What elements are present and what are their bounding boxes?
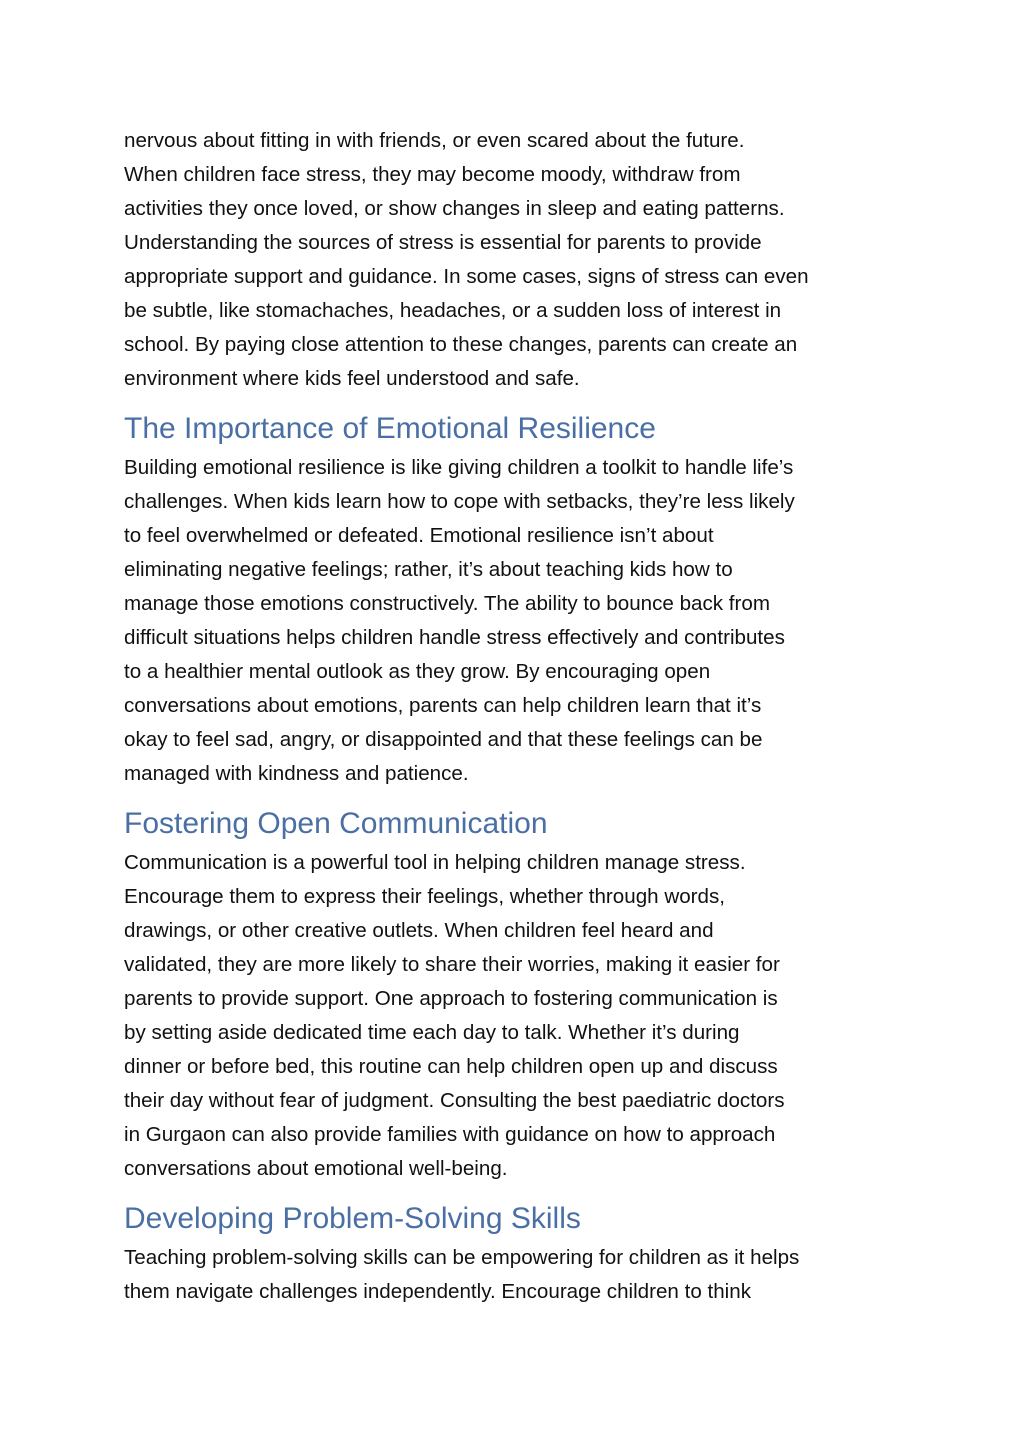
text-line: Teaching problem-solving skills can be empowering for children as it helps xyxy=(124,1246,800,1269)
text-line: conversations about emotions, parents can help children learn that it’s xyxy=(124,694,762,717)
text-line: manage those emotions constructively. The ability to bounce back from xyxy=(124,592,770,615)
document-body xyxy=(124,124,914,1309)
text-line: managed with kindness and patience. xyxy=(124,762,469,785)
text-line: Encourage them to express their feelings, whether through words, xyxy=(124,885,725,908)
intro-paragraph xyxy=(124,124,914,396)
text-line: Communication is a powerful tool in helping children manage stress. xyxy=(124,851,746,874)
text-line: conversations about emotional well-being. xyxy=(124,1157,508,1180)
text-line: appropriate support and guidance. In some cases, signs of stress can even xyxy=(124,265,809,288)
text-line: dinner or before bed, this routine can help children open up and discuss xyxy=(124,1055,778,1078)
text-line: Understanding the sources of stress is essential for parents to provide xyxy=(124,231,762,254)
text-line: to feel overwhelmed or defeated. Emotional resilience isn’t about xyxy=(124,524,714,547)
text-line: okay to feel sad, angry, or disappointed and that these feelings can be xyxy=(124,728,763,751)
text-line: parents to provide support. One approach to fostering communication is xyxy=(124,987,778,1010)
text-line: be subtle, like stomachaches, headaches, or a sudden loss of interest in xyxy=(124,299,782,322)
text-line: by setting aside dedicated time each day to talk. Whether it’s during xyxy=(124,1021,740,1044)
text-line: school. By paying close attention to these changes, parents can create an xyxy=(124,333,798,356)
text-line: them navigate challenges independently. Encourage children to think xyxy=(124,1280,752,1303)
text-line: in Gurgaon can also provide families with guidance on how to approach xyxy=(124,1123,776,1146)
text-line: nervous about fitting in with friends, or even scared about the future. xyxy=(124,129,745,152)
section-heading-emotional-resilience: The Importance of Emotional Resilience xyxy=(124,412,656,445)
text-line: challenges. When kids learn how to cope with setbacks, they’re less likely xyxy=(124,490,795,513)
text-line: eliminating negative feelings; rather, it’s about teaching kids how to xyxy=(124,558,733,581)
text-line: validated, they are more likely to share their worries, making it easier for xyxy=(124,953,780,976)
text-line: Building emotional resilience is like giving children a toolkit to handle life’s xyxy=(124,456,794,479)
text-line: environment where kids feel understood and safe. xyxy=(124,367,580,390)
section-heading-open-communication: Fostering Open Communication xyxy=(124,807,548,840)
section-paragraph-emotional-resilience xyxy=(124,451,914,791)
text-line: drawings, or other creative outlets. When children feel heard and xyxy=(124,919,714,942)
text-line: to a healthier mental outlook as they grow. By encouraging open xyxy=(124,660,711,683)
section-paragraph-problem-solving xyxy=(124,1241,914,1309)
section-paragraph-open-communication xyxy=(124,846,914,1186)
text-line: activities they once loved, or show changes in sleep and eating patterns. xyxy=(124,197,785,220)
text-line: difficult situations helps children handle stress effectively and contributes xyxy=(124,626,785,649)
section-heading-problem-solving: Developing Problem-Solving Skills xyxy=(124,1202,581,1235)
text-line: When children face stress, they may become moody, withdraw from xyxy=(124,163,741,186)
text-line: their day without fear of judgment. Consulting the best paediatric doctors xyxy=(124,1089,785,1112)
